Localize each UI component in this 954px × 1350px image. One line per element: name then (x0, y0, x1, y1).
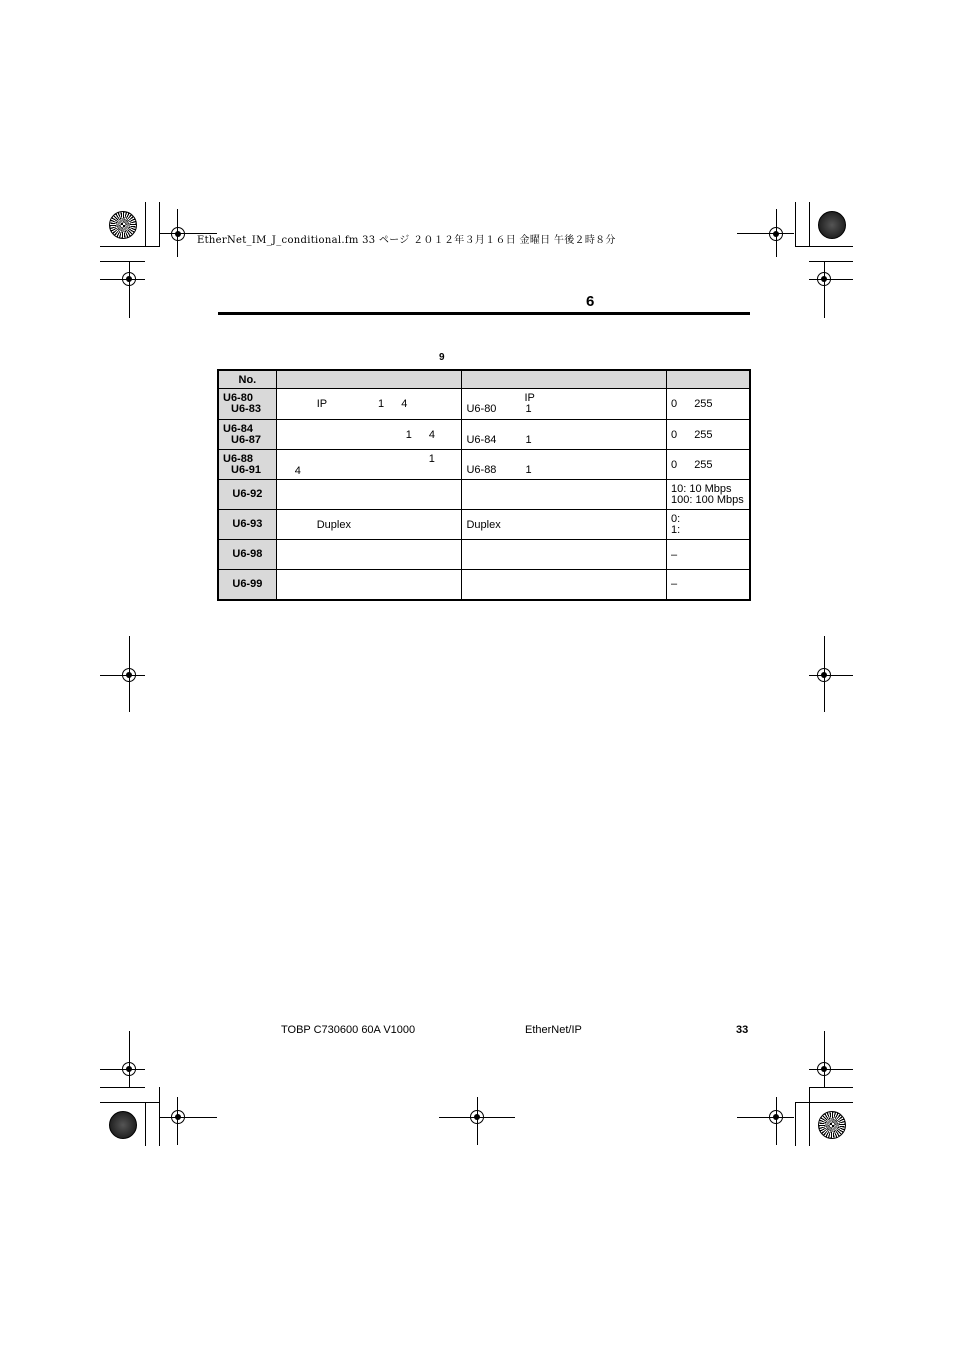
description-ref: U6-80 (466, 403, 497, 415)
description-ref: U6-88 (466, 464, 497, 476)
crop-line (477, 1097, 478, 1145)
parameter-description (462, 480, 667, 510)
crop-line (809, 261, 853, 262)
parameter-name (276, 570, 462, 600)
header-rule (218, 312, 750, 315)
crop-line (129, 262, 130, 318)
range-min: 0 (671, 458, 678, 471)
range-option: 1: (671, 523, 681, 536)
parameter-number: U6-92 (218, 480, 276, 510)
parameter-number: U6-93 (218, 510, 276, 540)
range-option: 100: 100 Mbps (671, 493, 744, 506)
parameter-number: U6-98 (218, 540, 276, 570)
name-part: 1 (378, 398, 385, 410)
parameter-name (276, 540, 462, 570)
parameter-number (218, 420, 276, 450)
parameter-number (218, 389, 276, 420)
registration-target-icon (109, 211, 137, 239)
parameter-number-end: U6-91 (231, 463, 261, 476)
page-number: 33 (736, 1024, 749, 1036)
table-header-row (218, 370, 750, 389)
crop-line (809, 1069, 853, 1070)
parameter-range (667, 450, 751, 480)
name-part: IP (316, 398, 327, 410)
crop-line (129, 1031, 130, 1087)
parameter-number (218, 450, 276, 480)
column-header-range (667, 370, 751, 389)
name-part: 4 (428, 428, 436, 441)
table-row (218, 540, 750, 570)
column-header-name (276, 370, 462, 389)
range-max: 255 (694, 458, 713, 471)
column-header-description (462, 370, 667, 389)
name-part: 1 (428, 452, 435, 465)
footer-product: EtherNet/IP (525, 1024, 582, 1036)
crop-line (177, 1097, 178, 1145)
crop-line (177, 209, 178, 257)
crop-line (100, 261, 145, 262)
crop-line (776, 1097, 777, 1145)
table-caption: 9 (439, 352, 445, 363)
range-option: 0: (671, 512, 681, 525)
parameter-description (462, 540, 667, 570)
parameter-name (276, 420, 462, 450)
range-max: 255 (694, 398, 713, 410)
description-part: 1 (525, 403, 532, 415)
parameter-number-start: U6-88 (223, 452, 253, 465)
registration-target-icon (818, 211, 846, 239)
crop-line (809, 202, 810, 246)
parameter-name (276, 480, 462, 510)
range-max: 255 (694, 428, 713, 441)
name-part: 1 (405, 428, 412, 441)
crop-line (809, 1087, 853, 1088)
crop-line (737, 233, 794, 234)
table-row (218, 570, 750, 600)
range-option: 10: 10 Mbps (671, 482, 732, 495)
name-part: 4 (294, 464, 301, 477)
parameter-description (462, 450, 667, 480)
crop-line (145, 202, 146, 246)
crop-line (809, 279, 853, 280)
parameter-range: – (667, 570, 751, 600)
table-row (218, 389, 750, 420)
crop-line (809, 675, 853, 676)
crop-line (809, 1087, 810, 1146)
crop-line (795, 202, 796, 246)
parameter-range (667, 510, 751, 540)
crop-line (100, 1102, 160, 1103)
parameter-description (462, 420, 667, 450)
parameter-number: U6-99 (218, 570, 276, 600)
parameter-number-end: U6-87 (231, 433, 261, 446)
parameter-range (667, 480, 751, 510)
crop-line (737, 1117, 794, 1118)
range-min: 0 (671, 428, 678, 441)
range-min: 0 (671, 398, 678, 410)
table-row (218, 420, 750, 450)
parameter-description (462, 570, 667, 600)
name-part: Duplex (316, 518, 351, 531)
crop-line (100, 246, 160, 247)
description-part: 1 (525, 464, 532, 476)
parameter-range (667, 389, 751, 420)
footer-doc-code: TOBP C730600 60A V1000 (281, 1024, 416, 1036)
crop-line (776, 209, 777, 257)
crop-line (824, 1031, 825, 1087)
crop-line (145, 1102, 146, 1146)
parameter-name (276, 510, 462, 540)
crop-line (129, 636, 130, 712)
parameter-name (276, 389, 462, 420)
crop-line (100, 279, 145, 280)
crop-line (795, 246, 853, 247)
crop-line (159, 202, 160, 246)
crop-line (160, 1117, 217, 1118)
parameter-number-end: U6-83 (231, 403, 261, 415)
table-row (218, 480, 750, 510)
crop-line (795, 1102, 853, 1103)
parameter-number-start: U6-84 (223, 422, 253, 435)
parameter-range (667, 420, 751, 450)
description-ref: U6-84 (466, 434, 497, 446)
parameter-range: – (667, 540, 751, 570)
table-row (218, 510, 750, 540)
name-part: 4 (401, 398, 408, 410)
crop-line (100, 675, 145, 676)
crop-line (795, 1102, 796, 1146)
registration-mark-icon (168, 224, 188, 244)
parameter-description: Duplex (462, 510, 667, 540)
parameter-table (217, 369, 751, 601)
file-info-line: EtherNet_IM_J_conditional.fm 33 ページ ２０１２年３月１６日 金曜日 午後２時８分 (197, 235, 616, 246)
table-row (218, 450, 750, 480)
crop-line (100, 1069, 145, 1070)
chapter-number: 6 (586, 293, 595, 310)
parameter-number-start: U6-80 (223, 392, 253, 404)
parameter-description (462, 389, 667, 420)
crop-line (100, 1087, 145, 1088)
description-line: IP (524, 392, 535, 404)
column-header-no: No. (218, 370, 276, 389)
crop-line (824, 636, 825, 712)
crop-line (824, 262, 825, 318)
registration-target-icon (109, 1111, 137, 1139)
parameter-name (276, 450, 462, 480)
registration-target-icon (818, 1111, 846, 1139)
description-part: 1 (525, 434, 532, 446)
